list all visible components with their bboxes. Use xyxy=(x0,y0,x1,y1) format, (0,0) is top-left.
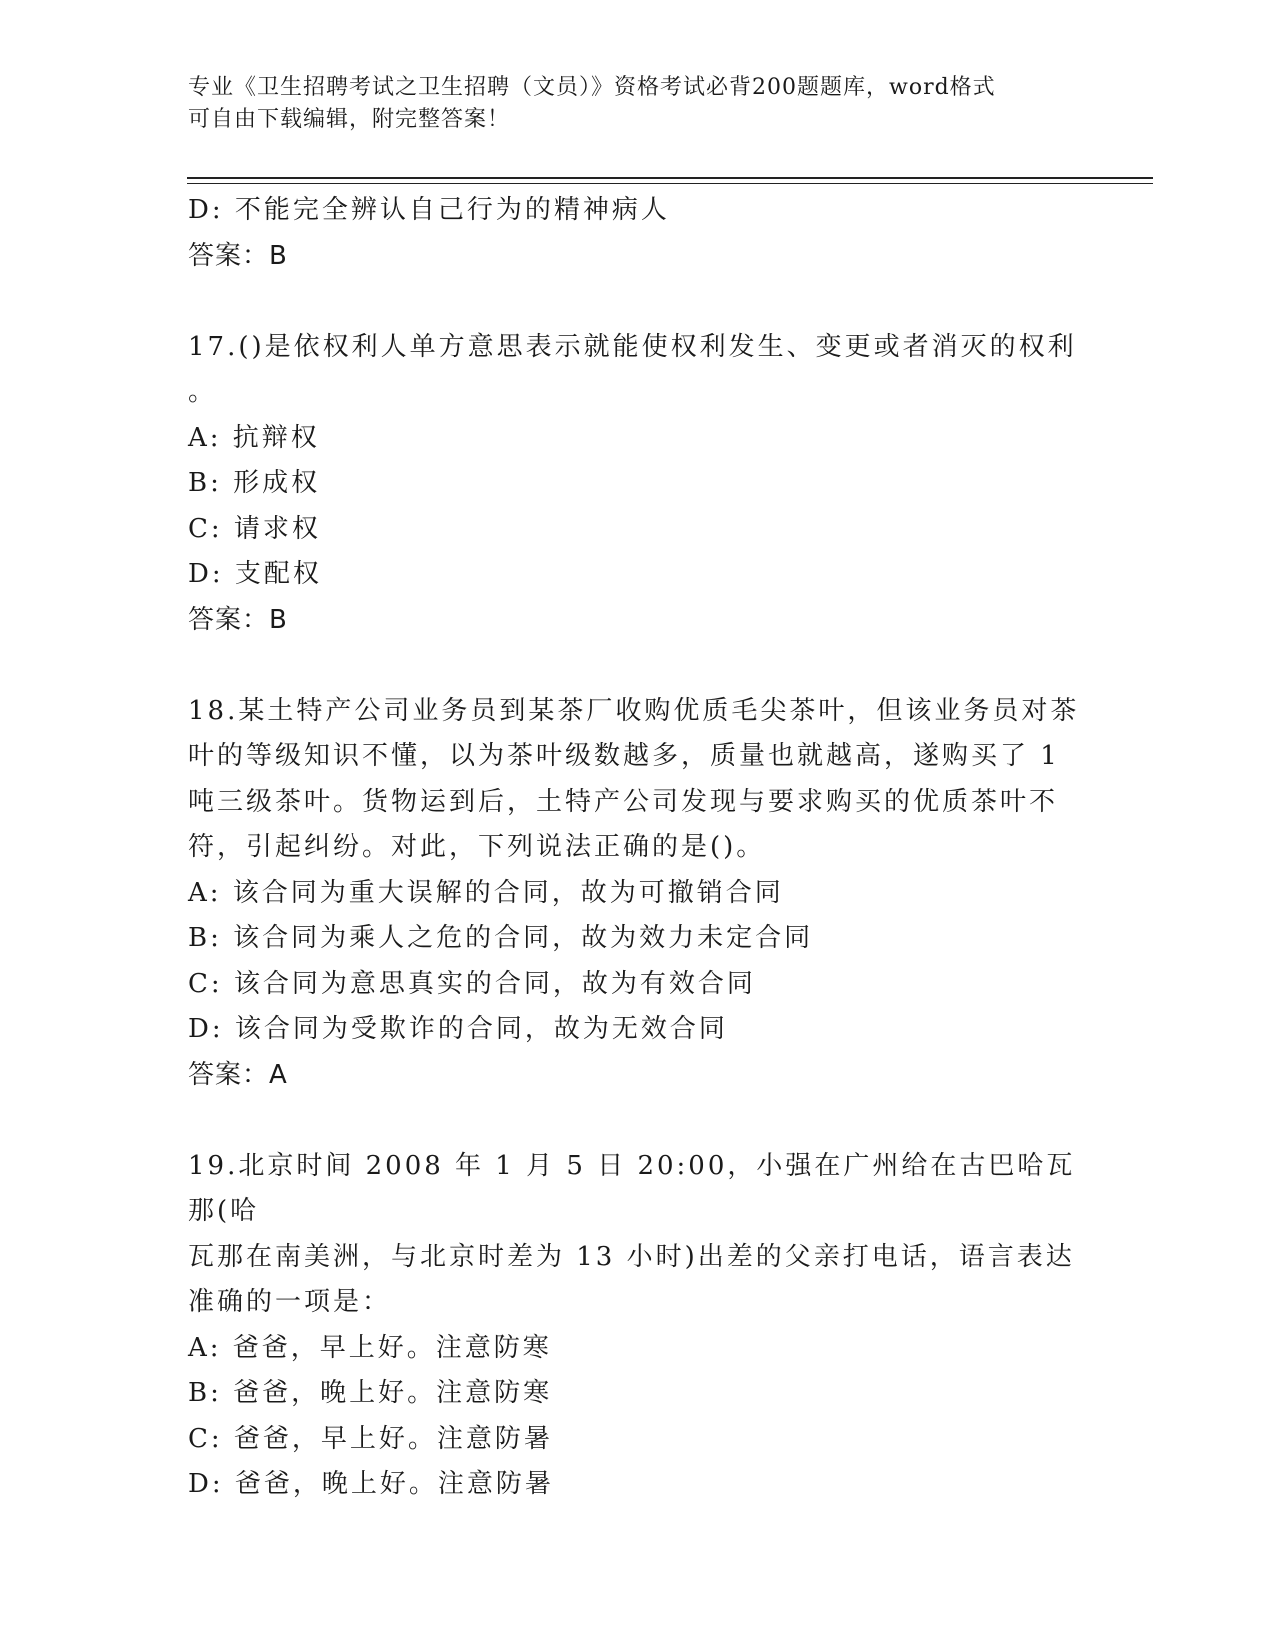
question-text-line: 19.北京时间 2008 年 1 月 5 日 20:00，小强在广州给在古巴哈瓦那(哈 xyxy=(188,1150,1076,1226)
option-d: D: 不能完全辨认自己行为的精神病人 xyxy=(188,195,670,225)
answer-line: 答案：B xyxy=(188,604,288,635)
previous-question-tail xyxy=(188,188,1088,279)
option-c: C: 爸爸，早上好。注意防暑 xyxy=(188,1423,553,1454)
option-d: D: 该合同为受欺诈的合同，故为无效合同 xyxy=(188,1014,728,1044)
page-header xyxy=(188,72,1088,136)
answer-line: 答案：B xyxy=(188,240,288,271)
question-text-line: 18.某土特产公司业务员到某茶厂收购优质毛尖茶叶，但该业务员对茶 xyxy=(188,695,1080,726)
question-text-line: 叶的等级知识不懂，以为茶叶级数越多，质量也就越高，遂购买了 1 xyxy=(188,741,1060,771)
answer-line: 答案：A xyxy=(188,1059,288,1090)
header-divider xyxy=(187,177,1153,184)
option-c: C: 该合同为意思真实的合同，故为有效合同 xyxy=(188,968,756,999)
question-18 xyxy=(188,689,1088,1099)
option-b: B: 该合同为乘人之危的合同，故为效力未定合同 xyxy=(188,923,814,953)
spacer xyxy=(188,279,1088,325)
option-b: B: 形成权 xyxy=(188,468,321,498)
header-line-1: 专业《卫生招聘考试之卫生招聘（文员）》资格考试必背200题题库，word格式 xyxy=(188,75,996,100)
option-c: C: 请求权 xyxy=(188,513,321,544)
header-line-2: 可自由下载编辑，附完整答案！ xyxy=(188,107,511,132)
question-text-line: 瓦那在南美洲，与北京时差为 13 小时)出差的父亲打电话，语言表达 xyxy=(188,1241,1075,1272)
question-text-line: 。 xyxy=(188,377,218,407)
spacer xyxy=(188,1098,1088,1144)
question-text-line: 符，引起纠纷。对此，下列说法正确的是()。 xyxy=(188,832,766,862)
spacer xyxy=(188,643,1088,689)
option-b: B: 爸爸，晚上好。注意防寒 xyxy=(188,1378,553,1408)
option-a: A: 抗辩权 xyxy=(188,422,320,453)
question-text-line: 吨三级茶叶。货物运到后，土特产公司发现与要求购买的优质茶叶不 xyxy=(188,786,1059,817)
question-19 xyxy=(188,1144,1088,1508)
question-text-line: 准确的一项是： xyxy=(188,1287,392,1317)
option-d: D: 爸爸，晚上好。注意防暑 xyxy=(188,1469,554,1499)
question-text-line: 17.()是依权利人单方意思表示就能使权利发生、变更或者消灭的权利 xyxy=(188,331,1077,362)
question-content xyxy=(188,188,1088,1508)
question-17 xyxy=(188,325,1088,644)
option-a: A: 爸爸，早上好。注意防寒 xyxy=(188,1332,552,1363)
option-a: A: 该合同为重大误解的合同，故为可撤销合同 xyxy=(188,877,784,908)
option-d: D: 支配权 xyxy=(188,559,322,589)
